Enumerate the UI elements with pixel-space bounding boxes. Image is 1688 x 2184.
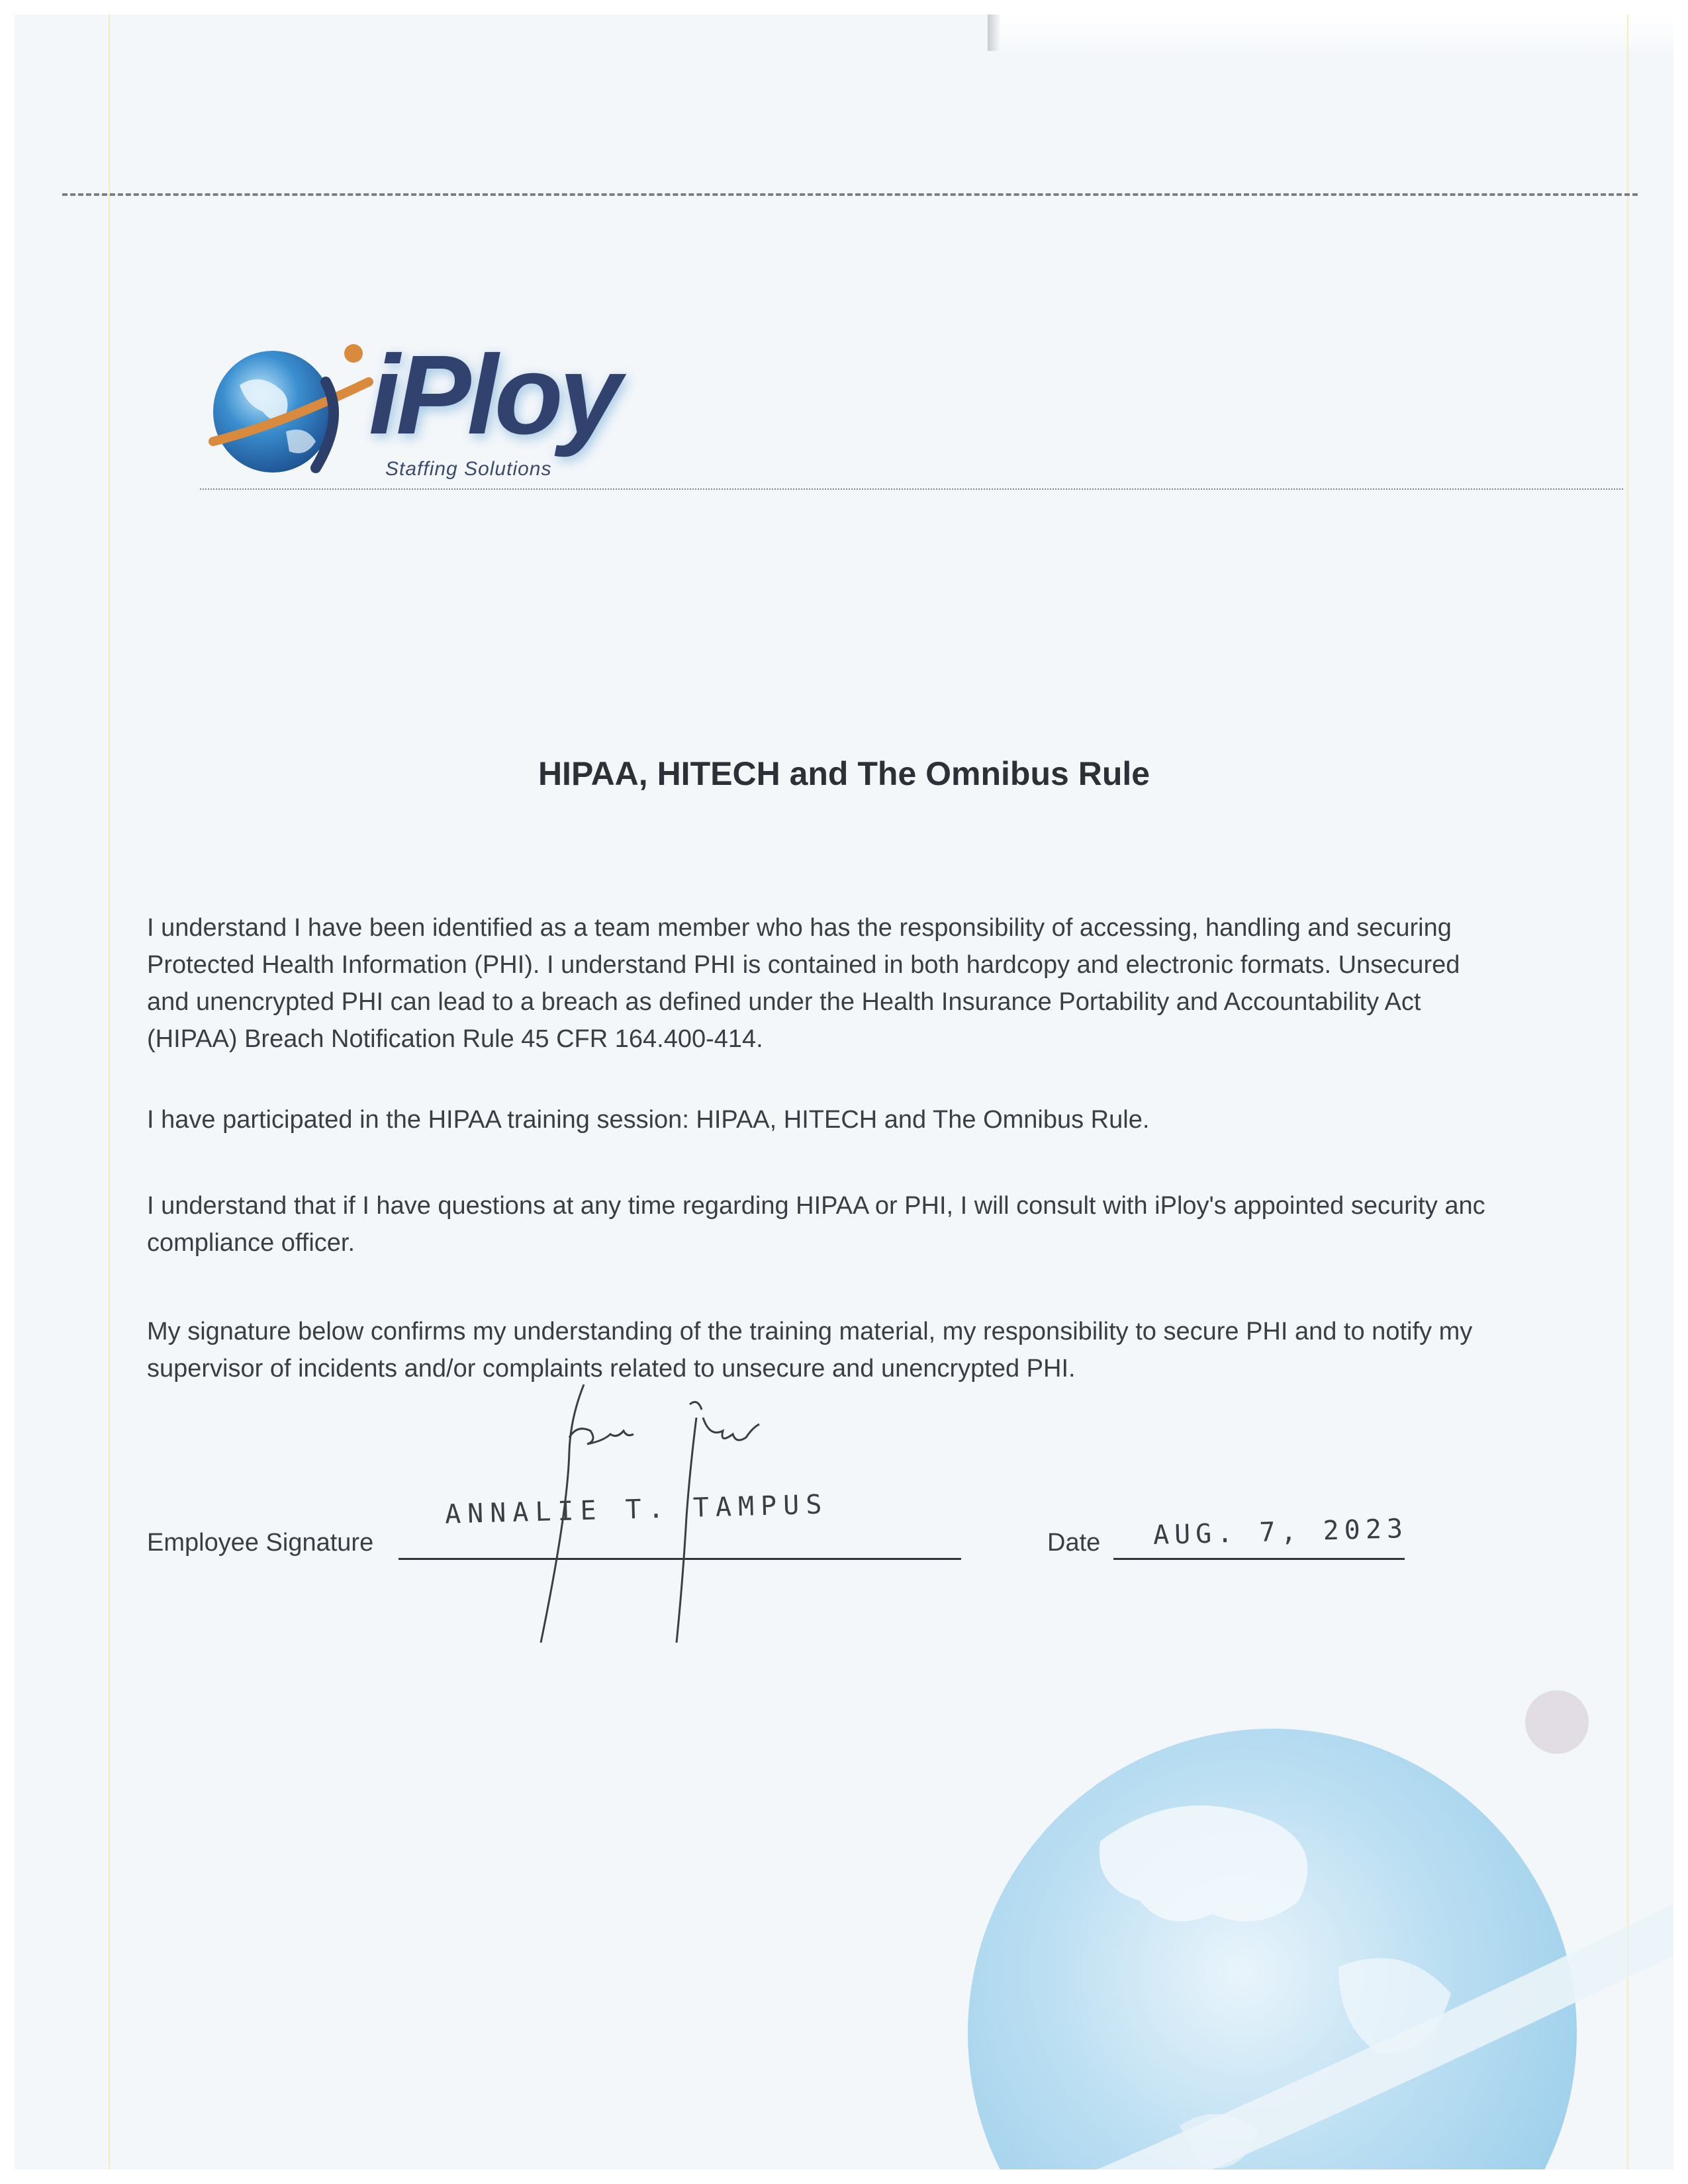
paragraph-line: supervisor of incidents and/or complaints related to unsecure and unencrypted PHI. (147, 1355, 1076, 1383)
scanned-page (15, 15, 1673, 2169)
logo-rule (200, 488, 1623, 490)
paragraph-line: I have participated in the HIPAA training session: HIPAA, HITECH and The Omnibus Rule. (147, 1106, 1150, 1134)
paragraph-line: Protected Health Information (PHI). I understand PHI is contained in both hardcopy and electronic formats. Unsecured (147, 951, 1460, 979)
handwritten-signature (491, 1378, 835, 1689)
paragraph-acknowledgement (147, 909, 1643, 1058)
company-logo (200, 326, 663, 484)
paragraph-training (147, 1101, 1643, 1138)
header-rule (62, 193, 1638, 196)
date-line (1113, 1558, 1405, 1560)
paragraph-line: and unencrypted PHI can lead to a breach as defined under the Health Insurance Portability and Accountability Act (147, 988, 1421, 1016)
paragraph-line: I understand I have been identified as a team member who has the responsibility of accessing, handling and securing (147, 914, 1452, 942)
paper-fold (994, 15, 1673, 54)
handwritten-date: AUG. 7, 2023 (1152, 1513, 1409, 1551)
date-label: Date (1047, 1529, 1101, 1557)
handwritten-employee-name: ANNALIE T. TAMPUS (444, 1489, 829, 1530)
paragraph-line: (HIPAA) Breach Notification Rule 45 CFR 164.400-414. (147, 1025, 763, 1053)
logo-tagline: Staffing Solutions (385, 458, 552, 480)
margin-line-left (109, 15, 110, 2169)
paragraph-signature-confirmation (147, 1313, 1643, 1387)
paragraph-line: compliance officer. (147, 1229, 355, 1257)
paragraph-questions (147, 1187, 1643, 1261)
paper-fold-edge (988, 15, 1000, 51)
globe-logo-icon (200, 326, 385, 484)
employee-signature-label: Employee Signature (147, 1529, 374, 1557)
paragraph-line: I understand that if I have questions at any time regarding HIPAA or PHI, I will consult with iPloy's appointed security anc (147, 1192, 1485, 1220)
logo-wordmark: iPloy (369, 332, 618, 458)
globe-watermark-icon (928, 1623, 1673, 2169)
paragraph-line: My signature below confirms my understanding of the training material, my responsibility to secure PHI and to notify my (147, 1318, 1473, 1345)
document-title: HIPAA, HITECH and The Omnibus Rule (538, 755, 1150, 792)
